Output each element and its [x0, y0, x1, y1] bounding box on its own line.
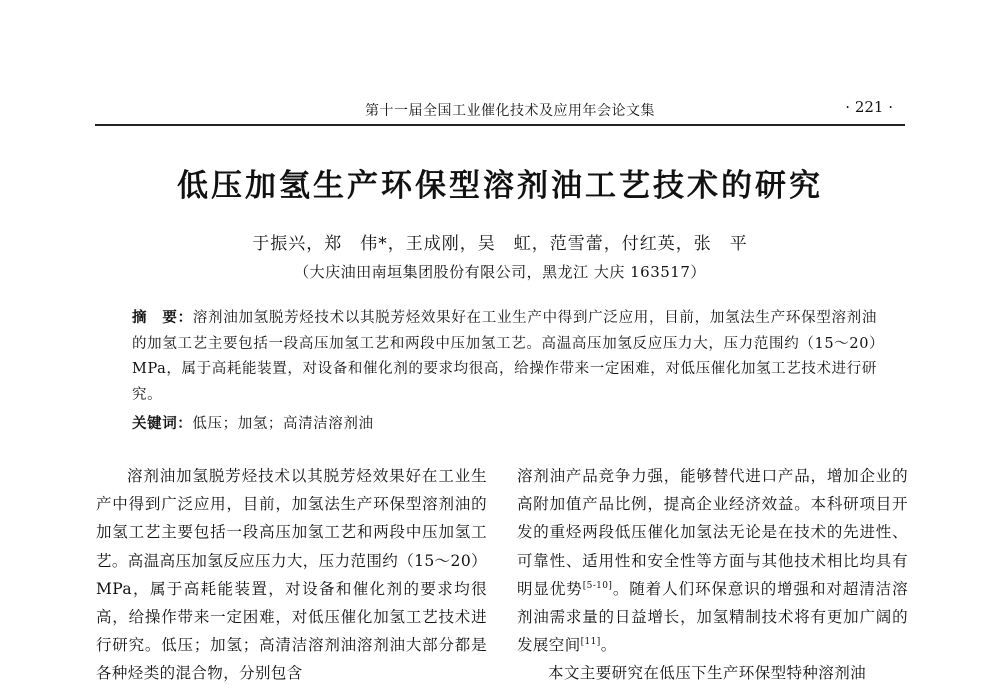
running-header — [95, 96, 905, 126]
abstract-text: 溶剂油加氢脱芳烃技术以其脱芳烃效果好在工业生产中得到广泛应用，目前，加氢法生产环保型溶剂油的加氢工艺主要包括一段高压加氢工艺和两段中压加氢工艺。高温高压加氢反应压力大，压力范围约（15～20）MPa，属于高耗能装置，对设备和催化剂的要求均很高，给操作带来一定困难，对低压催化加氢工艺技术进行研究。 — [132, 310, 877, 403]
authors: 于振兴，郑 伟*，王成刚，吴 虹，范雪蕾，付红英，张 平 — [252, 234, 748, 254]
keywords-text: 低压；加氢；高清洁溶剂油 — [192, 416, 374, 432]
body-column-left — [96, 462, 487, 688]
citation: [11] — [580, 637, 601, 648]
abstract — [132, 306, 877, 408]
keywords — [132, 412, 877, 433]
affiliation: （大庆油田南垣集团股份有限公司，黑龙江 大庆 163517） — [294, 263, 706, 281]
body-text: 溶剂油产品竞争力强，能够替代进口产品，增加企业的高附加值产品比例，提高企业经济效益。本科研项目开发的重烃两段低压催化加氢法无论是在技术的先进性、可靠性、适用性和安全性等方面与其他技术相比均具有明显优势 — [517, 467, 908, 598]
body-column-right — [517, 462, 908, 688]
body-paragraph — [517, 462, 908, 659]
body-paragraph: 本文主要研究在低压下生产环保型特种溶剂油 — [548, 664, 867, 683]
abstract-label: 摘 要： — [132, 310, 193, 326]
citation: [5-10] — [582, 580, 613, 591]
body-text: 。 — [600, 636, 617, 655]
body-text: 。随着人们环保意识的增强和对超清洁溶剂油需求量的日益增长，加氢精制技术将有更加广阔的发展空间 — [517, 579, 908, 655]
article-title: 低压加氢生产环保型溶剂油工艺技术的研究 — [177, 168, 823, 204]
journal-title: 第十一届全国工业催化技术及应用年会论文集 — [365, 103, 655, 119]
body-paragraph: 溶剂油加氢脱芳烃技术以其脱芳烃效果好在工业生产中得到广泛应用，目前，加氢法生产环保型溶剂油的加氢工艺主要包括一段高压加氢工艺和两段中压加氢工艺。高温高压加氢反应压力大，压力范围约（15～20）MPa，属于高耗能装置，对设备和催化剂的要求均很高，给操作带来一定困难，对低压催化加氢工艺技术进行研究。低压；加氢；高清洁溶剂油溶剂油大部分都是各种烃类的混合物，分别包含 — [96, 467, 487, 683]
page-number: · 221 · — [845, 98, 893, 116]
keywords-label: 关键词： — [132, 416, 193, 432]
